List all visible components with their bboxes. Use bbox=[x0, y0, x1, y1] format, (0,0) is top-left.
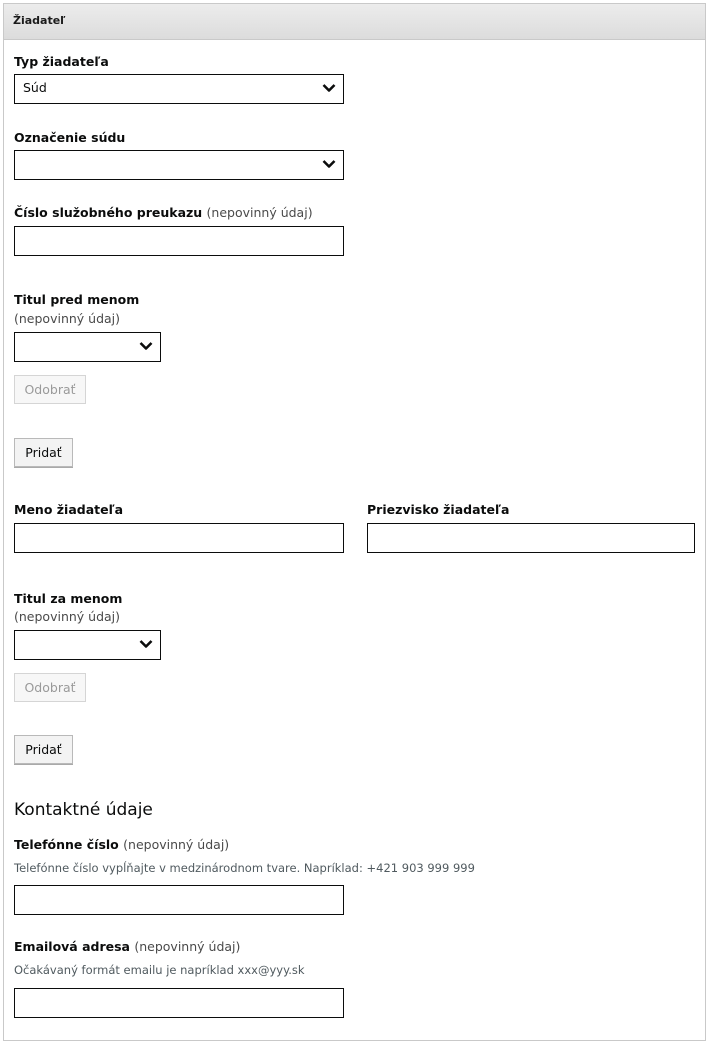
badge-number-optional: (nepovinný údaj) bbox=[206, 205, 313, 220]
title-before-optional: (nepovinný údaj) bbox=[14, 311, 121, 326]
badge-number-label bbox=[14, 205, 313, 220]
chevron-down-icon bbox=[139, 639, 153, 649]
badge-number-input[interactable] bbox=[14, 226, 344, 256]
title-after-label: Titul za menom bbox=[14, 591, 123, 606]
email-hint: Očakávaný formát emailu je napríklad xxx@yyy.sk bbox=[14, 963, 305, 977]
applicant-panel bbox=[3, 3, 706, 1041]
email-label bbox=[14, 939, 240, 954]
first-name-input[interactable] bbox=[14, 523, 344, 553]
applicant-type-label: Typ žiadateľa bbox=[14, 54, 109, 69]
last-name-input[interactable] bbox=[367, 523, 695, 553]
email-label-text: Emailová adresa bbox=[14, 939, 130, 954]
last-name-label: Priezvisko žiadateľa bbox=[367, 502, 510, 517]
panel-header bbox=[4, 4, 705, 40]
phone-label bbox=[14, 837, 229, 852]
email-input[interactable] bbox=[14, 988, 344, 1018]
phone-label-text: Telefónne číslo bbox=[14, 837, 119, 852]
chevron-down-icon bbox=[139, 341, 153, 351]
title-before-remove-button[interactable]: Odobrať bbox=[14, 375, 86, 404]
title-after-remove-button[interactable]: Odobrať bbox=[14, 673, 86, 702]
court-label: Označenie súdu bbox=[14, 130, 126, 145]
contact-section-heading: Kontaktné údaje bbox=[14, 800, 153, 820]
phone-hint: Telefónne číslo vypĺňajte v medzinárodnom tvare. Napríklad: +421 903 999 999 bbox=[14, 861, 475, 875]
applicant-type-value: Súd bbox=[23, 80, 47, 95]
first-name-label: Meno žiadateľa bbox=[14, 502, 124, 517]
chevron-down-icon bbox=[322, 159, 336, 169]
title-after-optional: (nepovinný údaj) bbox=[14, 609, 121, 624]
badge-number-label-text: Číslo služobného preukazu bbox=[14, 205, 203, 220]
email-optional: (nepovinný údaj) bbox=[134, 939, 241, 954]
title-before-add-button[interactable]: Pridať bbox=[14, 438, 73, 467]
phone-input[interactable] bbox=[14, 885, 344, 915]
title-after-select[interactable] bbox=[14, 630, 161, 660]
panel-title: Žiadateľ bbox=[13, 14, 66, 27]
court-select[interactable] bbox=[14, 150, 344, 180]
title-before-label: Titul pred menom bbox=[14, 292, 140, 307]
phone-optional: (nepovinný údaj) bbox=[123, 837, 230, 852]
chevron-down-icon bbox=[322, 83, 336, 93]
title-before-select[interactable] bbox=[14, 332, 161, 362]
title-after-add-button[interactable]: Pridať bbox=[14, 735, 73, 764]
applicant-type-select[interactable] bbox=[14, 74, 344, 104]
